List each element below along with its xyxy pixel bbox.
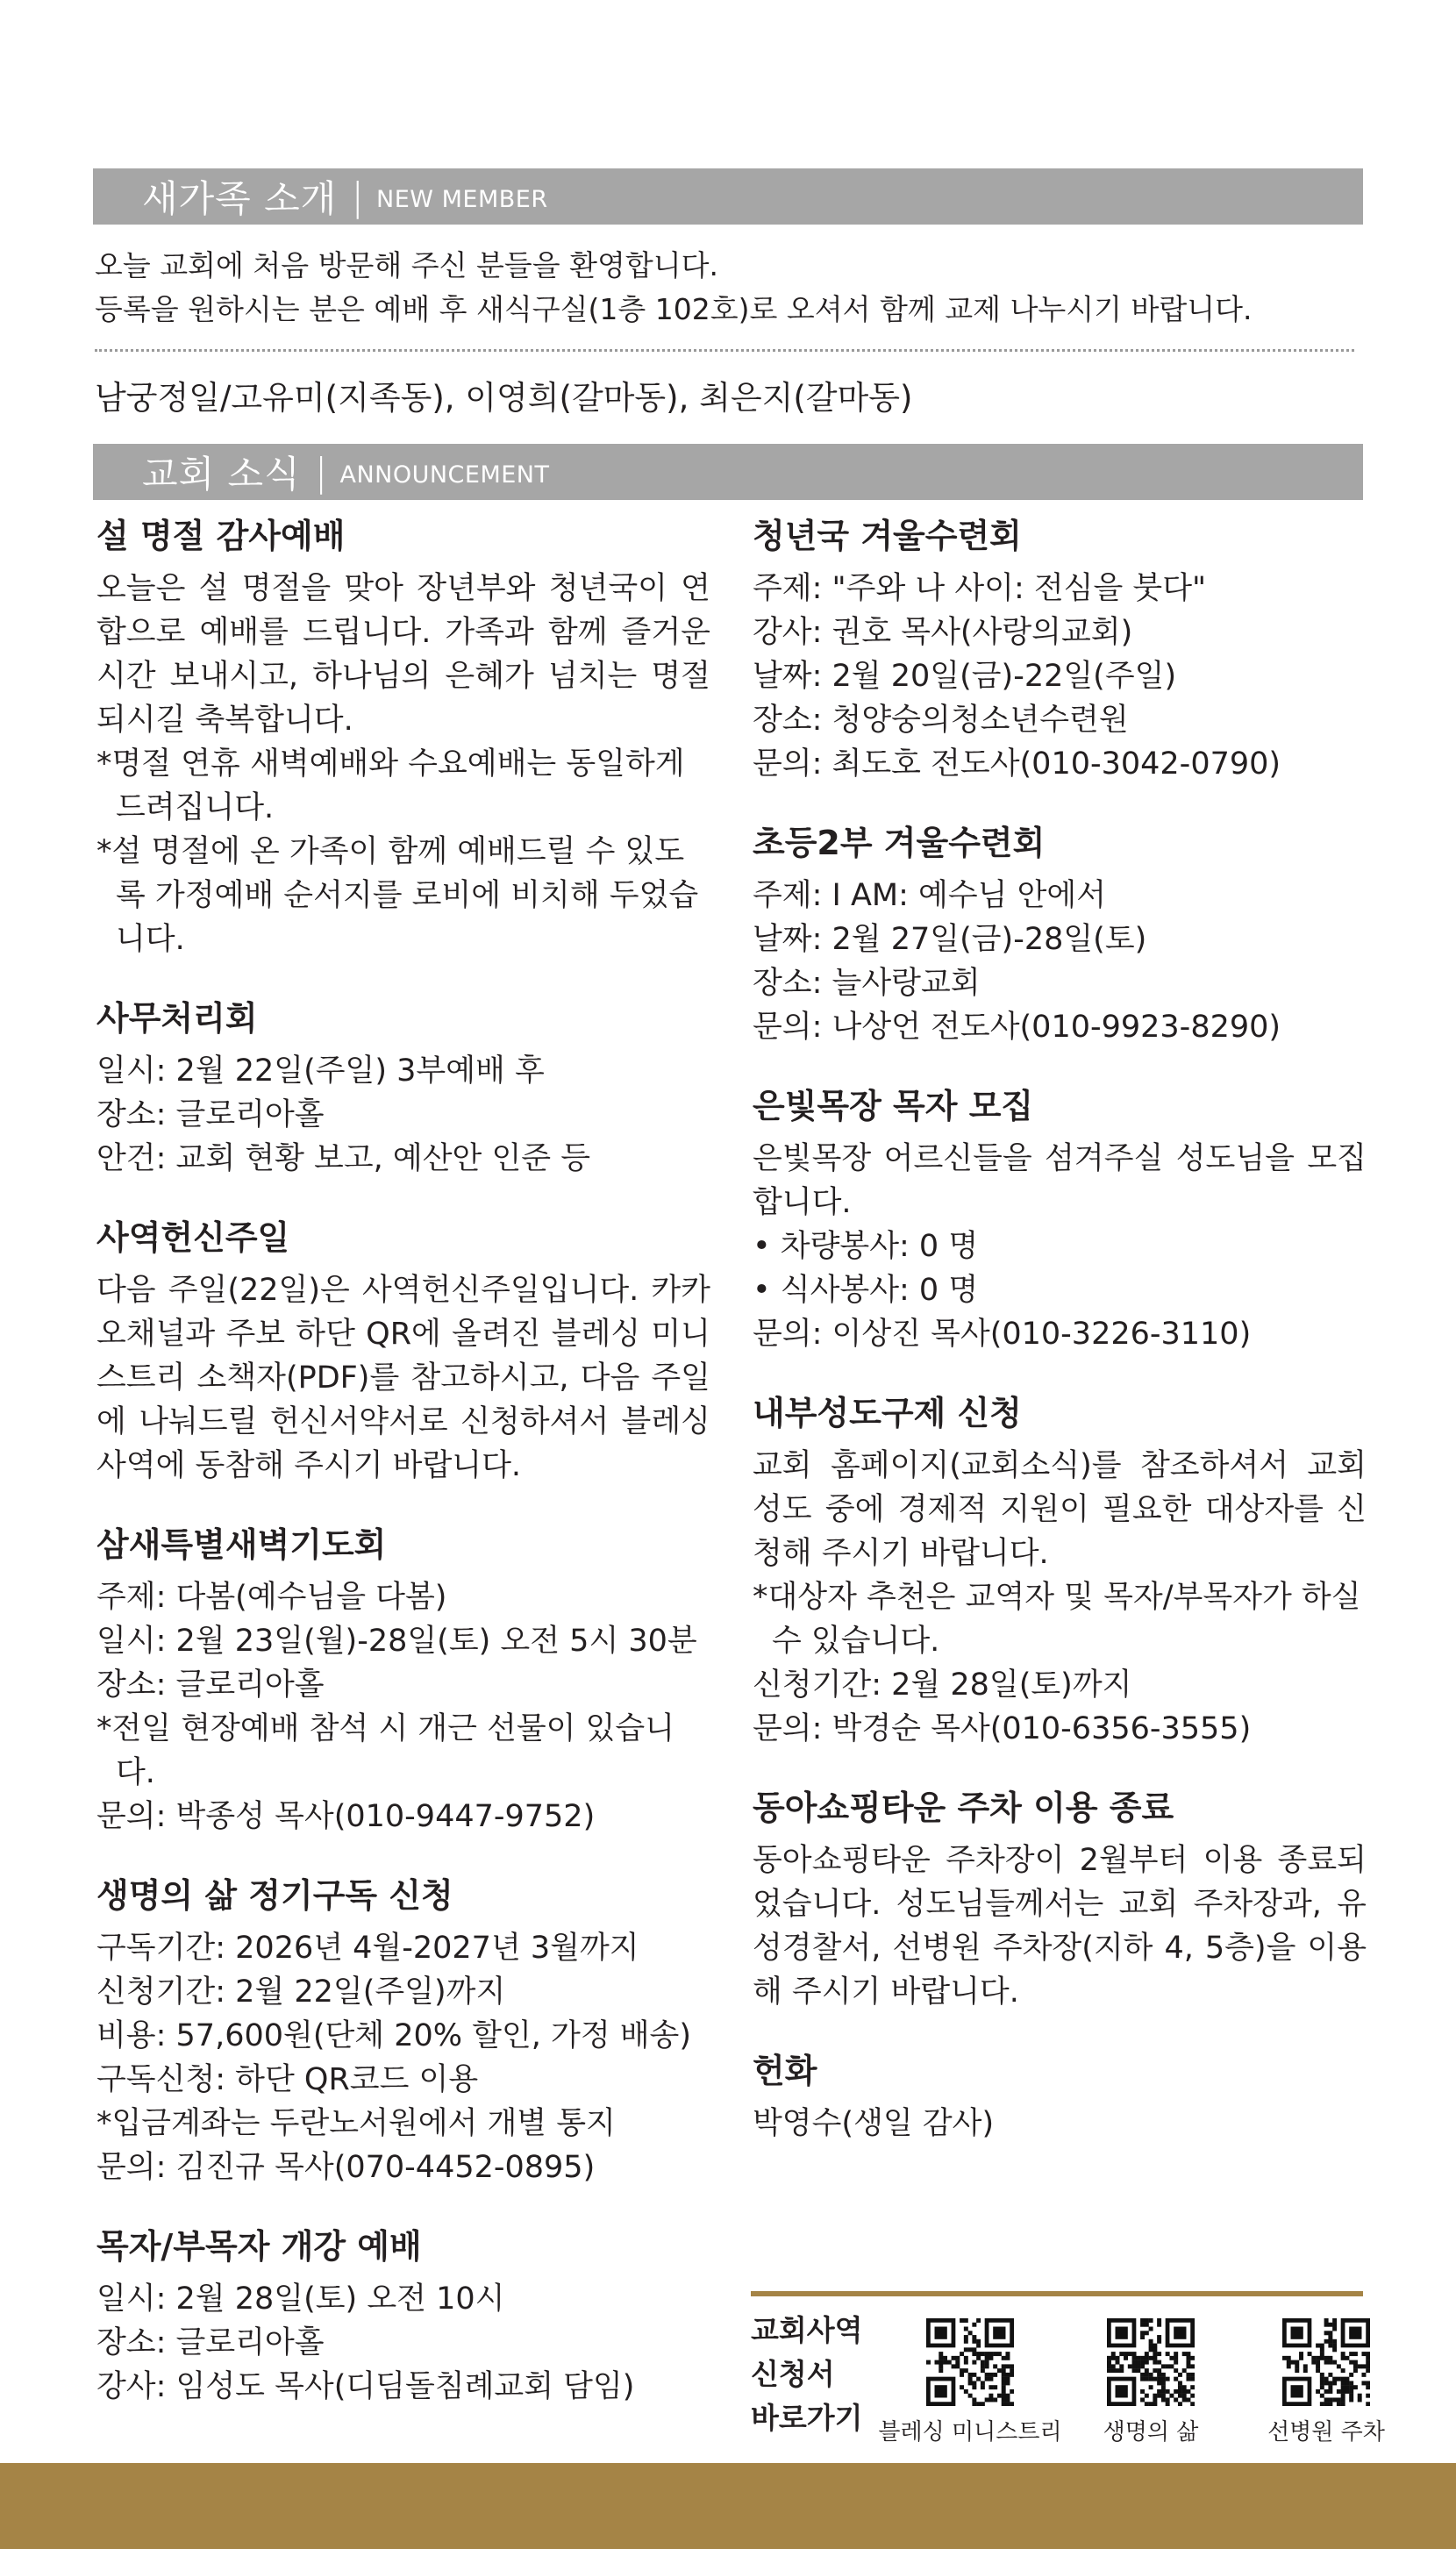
announcement-left-column [96,511,710,2440]
announcement-line: 장소: 청양숭의청소년수련원 [753,703,1129,738]
announcement-line: 문의: 박종성 목사(010-9447-9752) [96,1799,596,1834]
qr-title-line: 바로가기 [751,2401,863,2435]
announcement-item [96,511,710,961]
announcement-text: 다음 주일(22일)은 사역헌신주일입니다. 카카오채널과 주보 하단 QR에 올려진 블레싱 미니스트리 소책자(PDF)를 참고하시고, 다음 주일에 나눠드릴 헌신서약서로 신청하셔서 블레싱 사역에 동참해 주시기 바랍니다. [96,1273,710,1483]
announcement-title: 청년국 겨울수련회 [753,517,1022,555]
announcement-line: 강사: 임성도 목사(디딤돌침례교회 담임) [96,2369,635,2404]
announcement-line: 강사: 권호 목사(사랑의교회) [753,615,1133,650]
announcement-line: 문의: 박경순 목사(010-6356-3555) [753,1711,1252,1746]
announcement-title-en: ANNOUNCEMENT [339,461,550,489]
new-member-header [93,168,1363,225]
announcement-line: 구독기간: 2026년 4월-2027년 3월까지 [96,1931,639,1966]
announcement-title: 목자/부목자 개강 예배 [96,2227,422,2266]
announcement-line: 문의: 나상언 전도사(010-9923-8290) [753,1010,1281,1045]
announcement-line: 장소: 글로리아홀 [96,2325,325,2360]
qr-code-icon [1107,2318,1195,2406]
announcement-title: 교회 소식 [142,453,301,496]
announcement-item [96,1870,710,2189]
announcement-line: 주제: 다봄(예수님을 다봄) [96,1580,447,1615]
announcement-line: 장소: 늘사랑교회 [753,966,981,1001]
announcement-item [753,1388,1367,1751]
announcement-text: 은빛목장 어르신들을 섬겨주실 성도님을 모집합니다. [753,1141,1367,1220]
new-member-intro [95,244,1252,332]
announcement-line: 비용: 57,600원(단체 20% 할인, 가정 배송) [96,2018,692,2053]
announcement-title: 사무처리회 [96,999,258,1038]
footer-bar [0,2463,1456,2549]
qr-title [751,2309,863,2440]
announcement-title: 초등2부 겨울수련회 [753,824,1046,862]
announcement-line: 신청기간: 2월 28일(토)까지 [753,1667,1132,1703]
announcement-title: 생명의 삶 정기구독 신청 [96,1876,453,1915]
announcement-item [96,1519,710,1839]
announcement-line: 주제: "주와 나 사이: 전심을 붓다" [753,571,1207,606]
announcement-line: 장소: 글로리아홀 [96,1097,325,1132]
announcement-item [753,511,1367,786]
announcement-item [753,2046,1367,2146]
announcement-item [753,1081,1367,1356]
qr-code-blessing[interactable] [926,2318,1014,2406]
announcement-line: 날짜: 2월 27일(금)-28일(토) [753,922,1147,957]
qr-label-parking: 선병원 주차 [1267,2419,1385,2445]
announcement-line: 신청기간: 2월 22일(주일)까지 [96,1974,506,2010]
announcement-title: 내부성도구제 신청 [753,1394,1022,1432]
intro-line: 오늘 교회에 처음 방문해 주신 분들을 환영합니다. [95,248,718,282]
announcement-line: 문의: 이상진 목사(010-3226-3110) [753,1317,1252,1352]
announcement-text: 동아쇼핑타운 주차장이 2월부터 이용 종료되었습니다. 성도님들께서는 교회 주차장과, 유성경찰서, 선병원 주차장(지하 4, 5층)을 이용해 주시기 바랍니다. [753,1843,1367,2010]
announcement-line: • 식사봉사: 0 명 [753,1273,979,1308]
announcement-text: 교회 홈페이지(교회소식)를 참조하셔서 교회 성도 중에 경제적 지원이 필요한 대상자를 신청해 주시기 바랍니다. [753,1448,1367,1571]
new-member-names: 남궁정일/고유미(지족동), 이영희(갈마동), 최은지(갈마동) [95,379,913,417]
announcement-item [96,993,710,1181]
qr-title-line: 신청서 [751,2357,835,2391]
qr-divider [751,2291,1363,2296]
new-member-title: 새가족 소개 [142,177,338,220]
title-divider: | [351,174,365,219]
dotted-divider [95,349,1354,352]
announcement-item [96,2221,710,2409]
title-divider: | [314,449,328,495]
announcement-line: 장소: 글로리아홀 [96,1667,325,1703]
announcement-line: 안건: 교회 현황 보고, 예산안 인준 등 [96,1141,591,1176]
announcement-title: 설 명절 감사예배 [96,517,346,555]
announcement-title: 삼새특별새벽기도회 [96,1525,387,1564]
announcement-line: 일시: 2월 23일(월)-28일(토) 오전 5시 30분 [96,1624,697,1659]
announcement-line: 일시: 2월 28일(토) 오전 10시 [96,2281,505,2317]
qr-code-icon [926,2318,1014,2406]
qr-code-parking[interactable] [1282,2318,1370,2406]
announcement-item [753,818,1367,1049]
announcement-title: 사역헌신주일 [96,1218,290,1257]
intro-line: 등록을 원하시는 분은 예배 후 새식구실(1층 102호)로 오셔서 함께 교제 나누시기 바랍니다. [95,292,1253,326]
announcement-line: 문의: 최도호 전도사(010-3042-0790) [753,746,1281,782]
announcement-item [96,1212,710,1488]
announcement-line: 박영수(생일 감사) [753,2106,995,2141]
announcement-note: *설 명절에 온 가족이 함께 예배드릴 수 있도록 가정예배 순서지를 로비에 비치해 두었습니다. [96,834,699,957]
announcement-line: 날짜: 2월 20일(금)-22일(주일) [753,659,1177,694]
announcement-title: 은빛목장 목자 모집 [753,1087,1034,1125]
announcement-title: 동아쇼핑타운 주차 이용 종료 [753,1789,1174,1827]
announcement-line: 주제: I AM: 예수님 안에서 [753,878,1107,913]
announcement-right-column [753,511,1367,2177]
announcement-note: *명절 연휴 새벽예배와 수요예배는 동일하게 드려집니다. [96,746,685,825]
qr-code-life[interactable] [1107,2318,1195,2406]
new-member-title-en: NEW MEMBER [376,185,548,213]
announcement-line: • 차량봉사: 0 명 [753,1229,979,1264]
announcement-text: 오늘은 설 명절을 맞아 장년부와 청년국이 연합으로 예배를 드립니다. 가족과 함께 즐거운 시간 보내시고, 하나님의 은혜가 넘치는 명절 되시길 축복합니다. [96,571,710,738]
announcement-note: *대상자 추천은 교역자 및 목자/부목자가 하실 수 있습니다. [753,1580,1361,1659]
announcement-header [93,444,1363,500]
qr-code-icon [1282,2318,1370,2406]
qr-label-life: 생명의 삶 [1103,2419,1199,2445]
announcement-line: 문의: 김진규 목사(070-4452-0895) [96,2150,596,2185]
announcement-item [753,1782,1367,2014]
announcement-line: 구독신청: 하단 QR코드 이용 [96,2062,479,2097]
announcement-line: 일시: 2월 22일(주일) 3부예배 후 [96,1053,545,1089]
announcement-line: *입금계좌는 두란노서원에서 개별 통지 [96,2106,616,2141]
qr-label-blessing: 블레싱 미니스트리 [878,2419,1062,2445]
announcement-title: 헌화 [753,2052,817,2090]
announcement-line: *전일 현장예배 참석 시 개근 선물이 있습니다. [96,1711,675,1790]
qr-title-line: 교회사역 [751,2313,863,2347]
